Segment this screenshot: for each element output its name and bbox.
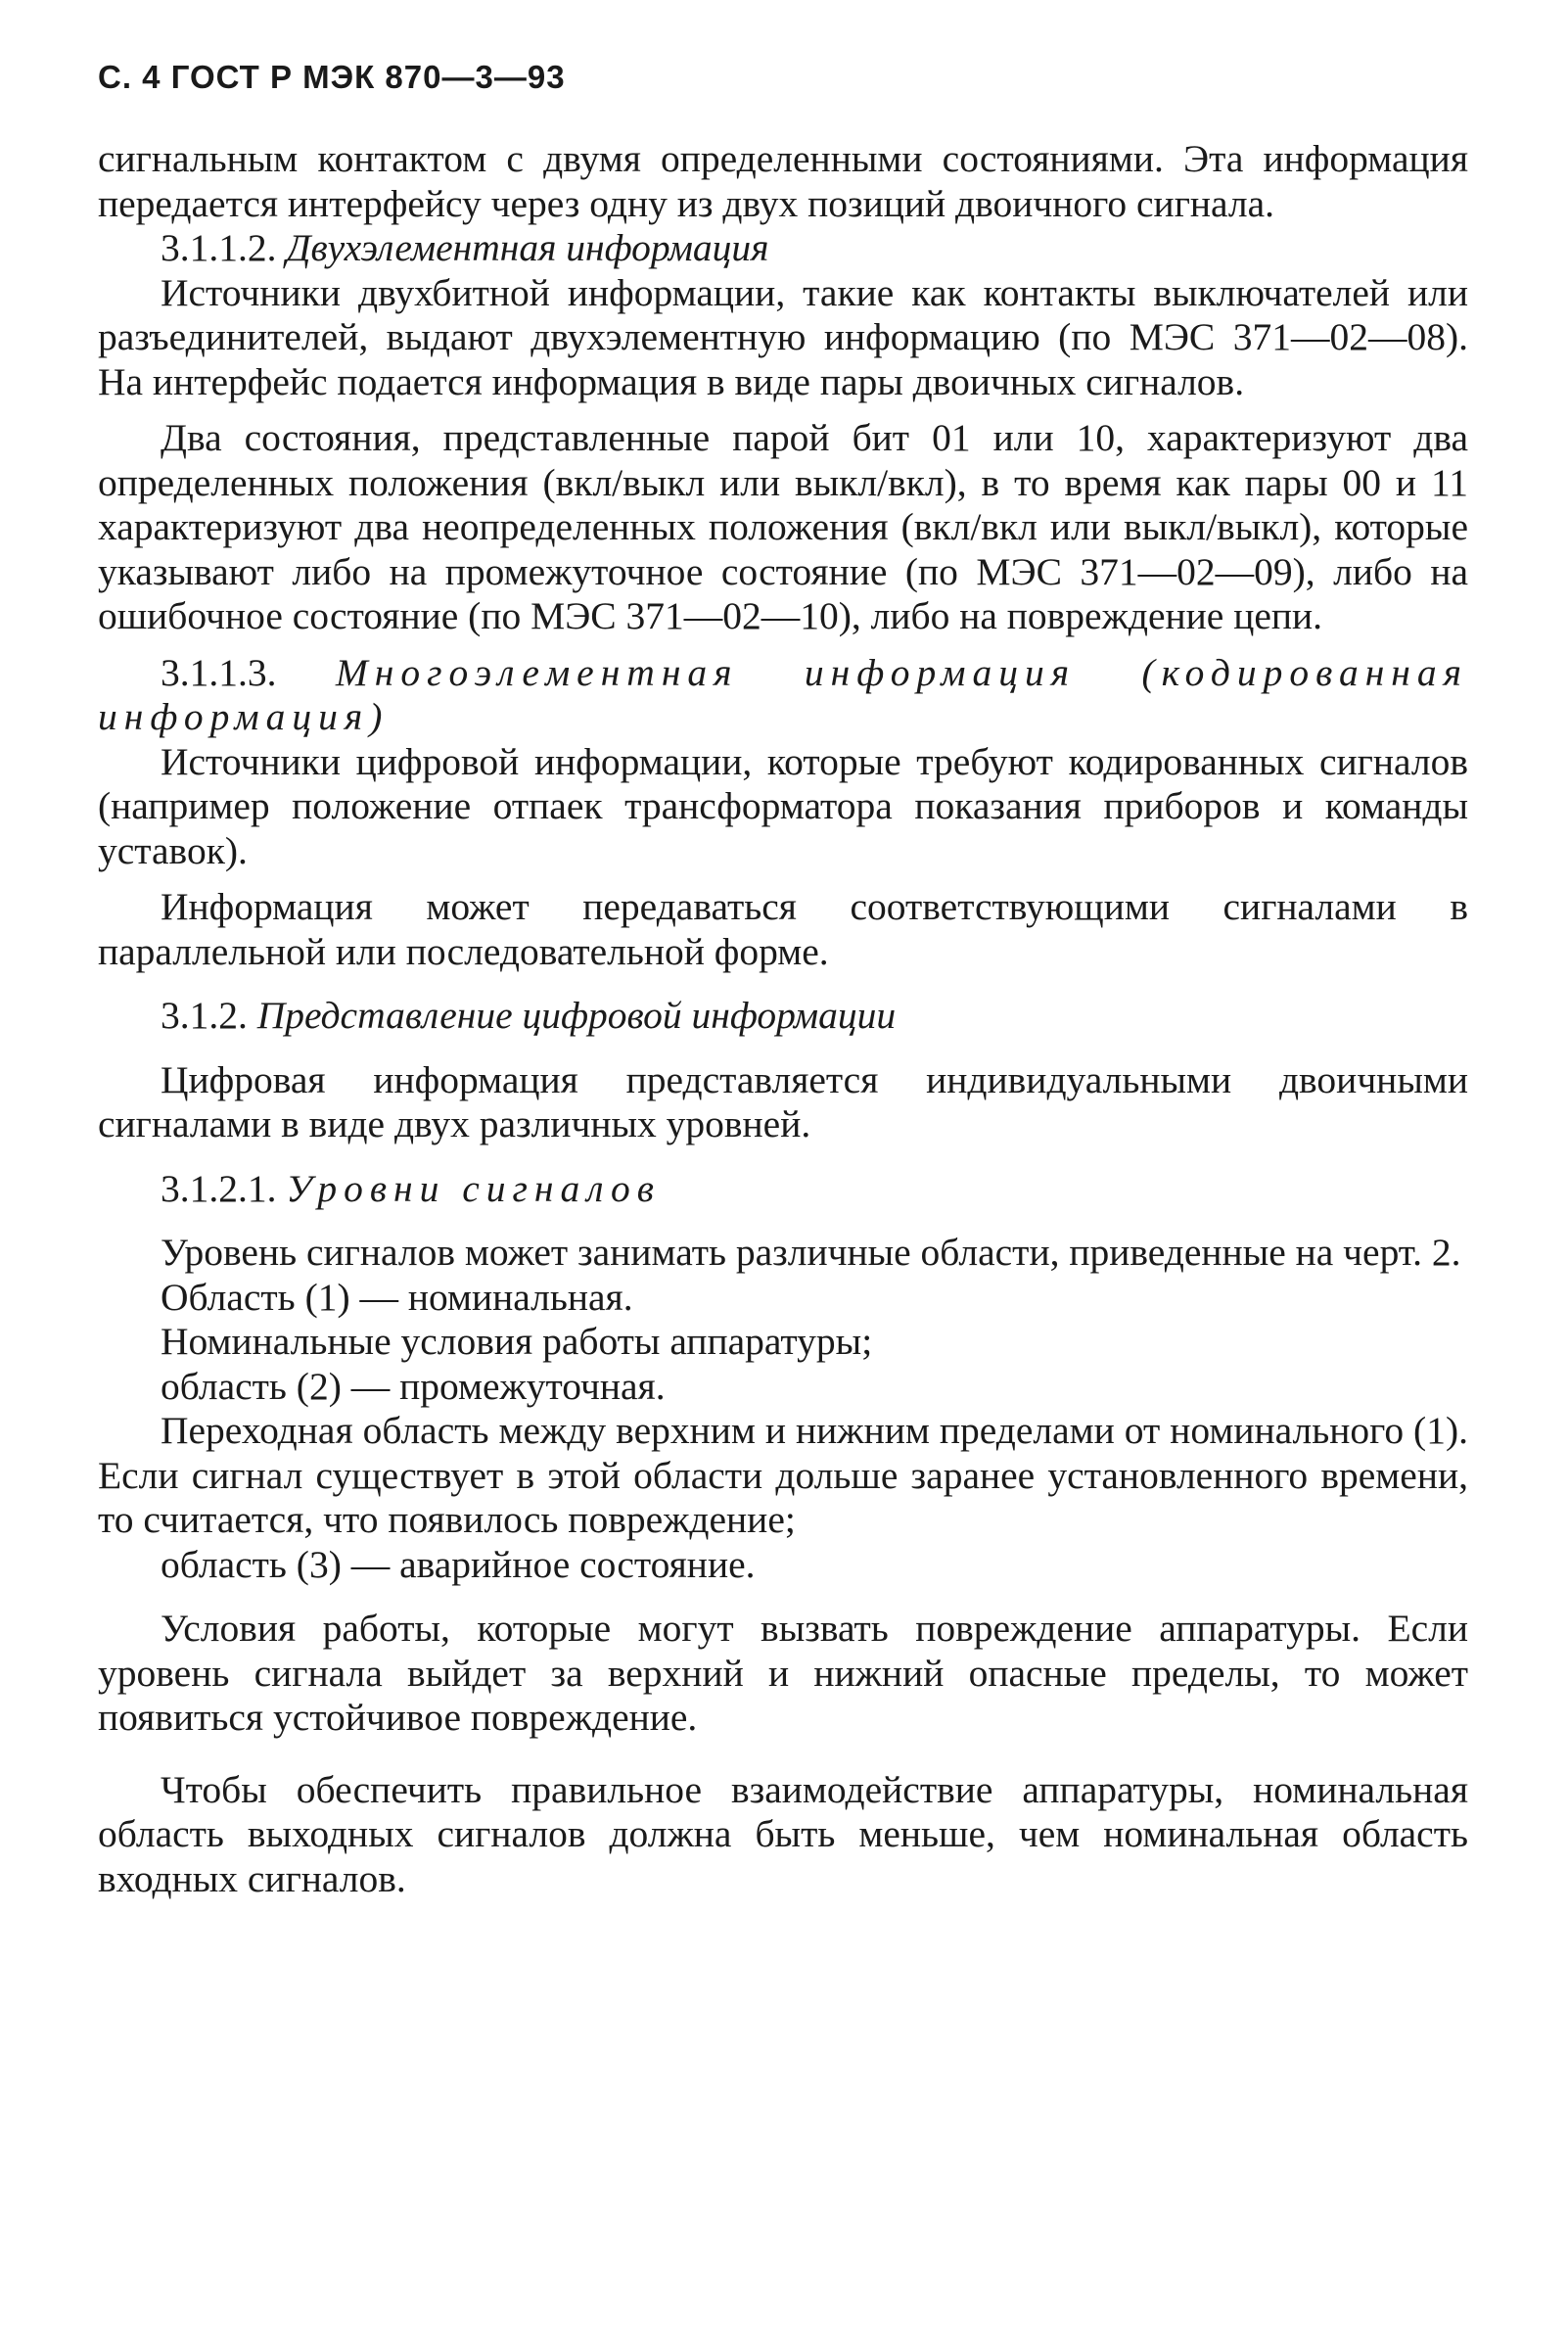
document-body bbox=[98, 137, 1468, 1901]
paragraph: Условия работы, которые могут вызвать повреждение аппаратуры. Если уровень сигнала выйдет за верхний и нижний опасные пределы, то может появиться устойчивое повреждение. bbox=[98, 1607, 1468, 1739]
section-title: Уровни сигналов bbox=[286, 1166, 661, 1210]
paragraph: Чтобы обеспечить правильное взаимодействие аппаратуры, номинальная область выходных сигналов должна быть меньше, чем номинальная область входных сигналов. bbox=[98, 1767, 1468, 1900]
section-heading-3-1-1-2 bbox=[98, 226, 1468, 271]
section-number: 3.1.1.3. bbox=[161, 650, 277, 694]
paragraph: область (3) — аварийное состояние. bbox=[161, 1542, 756, 1586]
paragraph-continuation: сигнальным контактом с двумя определенными состояниями. Эта информация передается интерфейсу через одну из двух позиций двоичного сигнала. bbox=[98, 137, 1468, 225]
section-number: 3.1.1.2. bbox=[161, 226, 277, 269]
section-number: 3.1.2. bbox=[161, 994, 248, 1037]
section-number: 3.1.2.1. bbox=[161, 1166, 277, 1210]
paragraph: Цифровая информация представляется индивидуальными двоичными сигналами в виде двух различных уровней. bbox=[98, 1057, 1468, 1145]
running-header: С. 4 ГОСТ Р МЭК 870—3—93 bbox=[98, 59, 566, 95]
paragraph: Номинальные условия работы аппаратуры; bbox=[161, 1320, 873, 1363]
section-title: Многоэлементная информация (кодированная информация) bbox=[98, 650, 1468, 738]
section-title: Представление цифровой информации bbox=[256, 994, 897, 1037]
paragraph: Переходная область между верхним и нижним пределами от номинального (1). Если сигнал существует в этой области дольше заранее установленного времени, то считается, что появилось повреждение; bbox=[98, 1409, 1468, 1541]
paragraph: Уровень сигналов может занимать различные области, приведенные на черт. 2. bbox=[161, 1231, 1461, 1274]
section-heading-3-1-1-3 bbox=[98, 651, 1468, 740]
section-title: Двухэлементная информация bbox=[286, 226, 769, 269]
paragraph: Источники двухбитной информации, такие как контакты выключателей или разъединителей, выдают двухэлементную информацию (по МЭС 371—02—08). На интерфейс подается информация в виде пары двоичных сигналов. bbox=[98, 270, 1468, 403]
section-heading-3-1-2-1 bbox=[98, 1167, 1468, 1212]
paragraph: область (2) — промежуточная. bbox=[161, 1364, 666, 1408]
paragraph: Информация может передаваться соответствующими сигналами в параллельной или последовательной форме. bbox=[98, 885, 1468, 973]
paragraph: Область (1) — номинальная. bbox=[161, 1275, 633, 1319]
document-page bbox=[98, 57, 1468, 1901]
paragraph: Два состояния, представленные парой бит 01 или 10, характеризуют два определенных положения (вкл/выкл или выкл/вкл), в то время как пары 00 и 11 характеризуют два неопределенных положения (вкл/вкл или выкл/выкл), которые указывают либо на промежуточное состояние (по МЭС 371—02—09), либо на ошибочное состояние (по МЭС 371—02—10), либо на повреждение цепи. bbox=[98, 416, 1468, 637]
paragraph: Источники цифровой информации, которые требуют кодированных сигналов (например положение отпаек трансформатора показания приборов и команды уставок). bbox=[98, 739, 1468, 872]
section-heading-3-1-2 bbox=[98, 994, 1468, 1039]
